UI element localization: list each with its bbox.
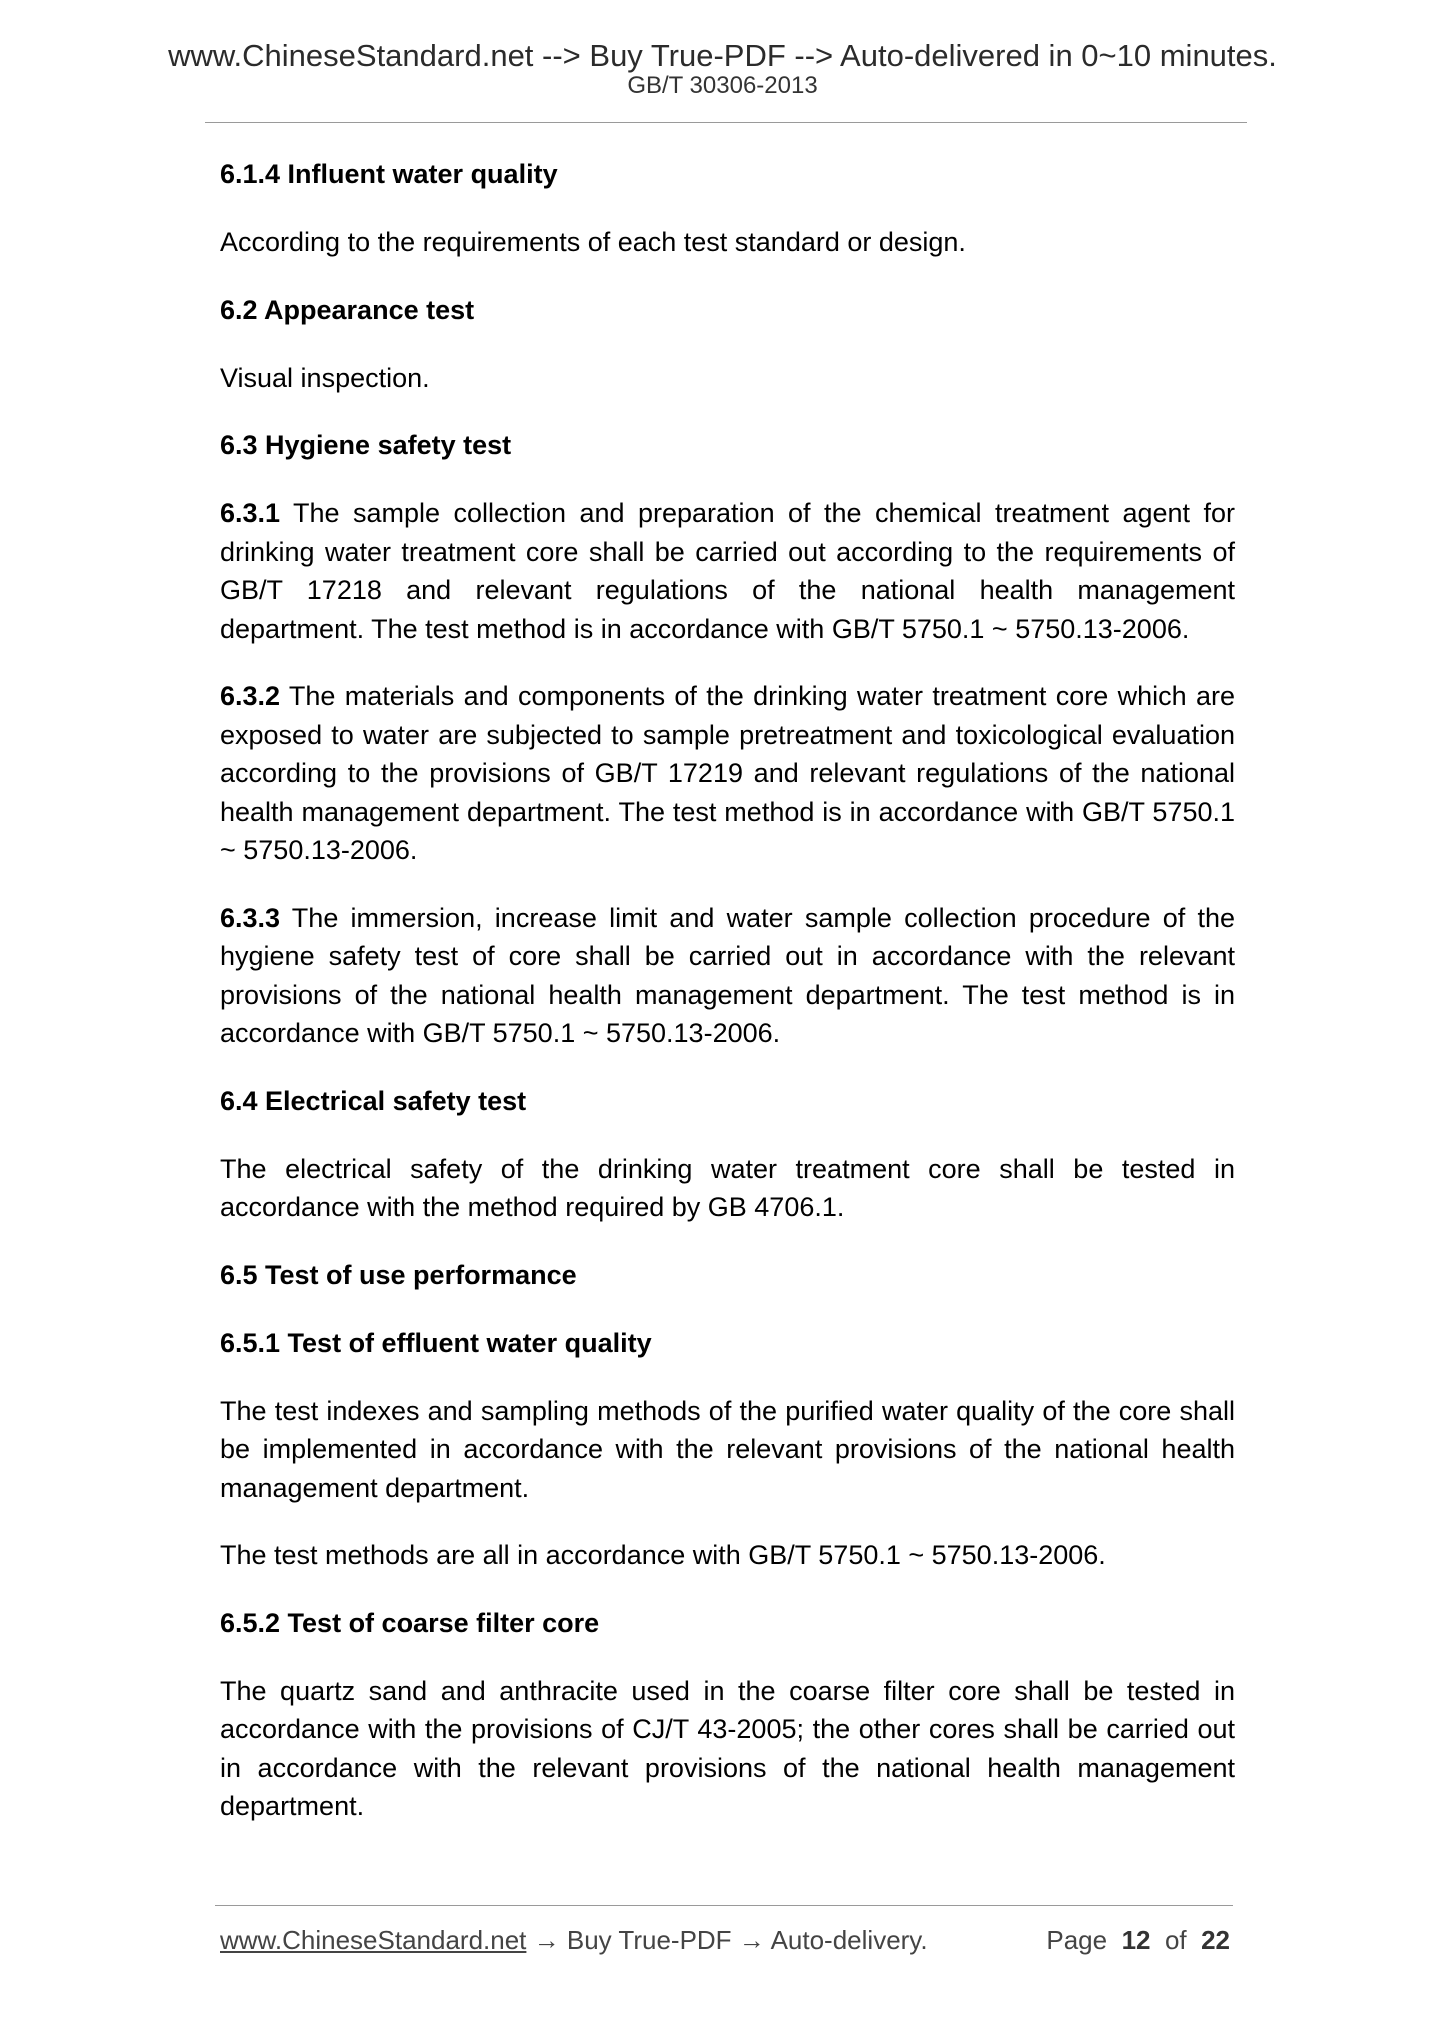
- page-total: 22: [1201, 1925, 1230, 1955]
- footer-divider: [215, 1905, 1233, 1906]
- paragraph-6-5-1-b: The test methods are all in accordance with GB/T 5750.1 ~ 5750.13-2006.: [220, 1540, 1106, 1570]
- paragraph-6-2: Visual inspection.: [220, 362, 430, 393]
- clause-number: 6.3.3: [220, 902, 281, 933]
- heading-6-3: 6.3 Hygiene safety test: [220, 430, 512, 460]
- clause-text: The materials and components of the drinking water treatment core which are exposed to water are subjected to sample pretreatment and toxicological evaluation according to the provisions of GB/T 17219 and relevant regulations of the national health management department. The test method is in accordance with GB/T 5750.1 ~ 5750.13-2006.: [220, 681, 1235, 865]
- paragraph-6-5-2: The quartz sand and anthracite used in the coarse filter core shall be tested in accordance with the provisions of CJ/T 43-2005; the other cores shall be carried out in accordance with the relevant provisions of the national health management department.: [220, 1675, 1235, 1821]
- paragraph-6-1-4: According to the requirements of each test standard or design.: [220, 227, 966, 257]
- header-banner: www.ChineseStandard.net --> Buy True-PDF --> Auto-delivered in 0~10 minutes.: [168, 38, 1277, 73]
- clause-text: The sample collection and preparation of the chemical treatment agent for drinking water treatment core shall be carried out according to the requirements of GB/T 17218 and relevant regulations of the national health management department. The test method is in accordance with GB/T 5750.1 ~ 5750.13-2006.: [220, 498, 1235, 644]
- clause-number: 6.3.1: [220, 498, 281, 528]
- heading-6-4: 6.4 Electrical safety test: [220, 1085, 527, 1116]
- document-id: GB/T 30306-2013: [627, 72, 818, 99]
- page-counter: [1046, 1924, 1230, 1956]
- page-label: Page: [1046, 1925, 1108, 1955]
- heading-6-2: 6.2 Appearance test: [220, 294, 475, 325]
- heading-6-5: 6.5 Test of use performance: [220, 1259, 577, 1290]
- page-footer: [220, 1924, 1230, 1956]
- paragraph-6-4: The electrical safety of the drinking water treatment core shall be tested in accordance with the method required by GB 4706.1.: [220, 1153, 1235, 1222]
- paragraph-6-3-1: [220, 494, 1235, 648]
- page-number: 12: [1121, 1925, 1151, 1955]
- paragraph-6-3-3: [220, 899, 1235, 1053]
- footer-site-link[interactable]: www.ChineseStandard.net: [220, 1925, 527, 1955]
- heading-6-5-1: 6.5.1 Test of effluent water quality: [220, 1327, 652, 1358]
- clause-text: The immersion, increase limit and water sample collection procedure of the hygiene safety test of core shall be carried out in accordance with the relevant provisions of the national health management department. The test method is in accordance with GB/T 5750.1 ~ 5750.13-2006.: [220, 902, 1235, 1048]
- paragraph-6-3-2: [220, 677, 1235, 870]
- heading-6-1-4: 6.1.4 Influent water quality: [220, 159, 558, 189]
- of-label: of: [1164, 1925, 1187, 1955]
- document-body: [220, 155, 1235, 1855]
- footer-tagline: → Buy True-PDF → Auto-delivery.: [526, 1925, 928, 1955]
- header-divider: [205, 122, 1247, 123]
- heading-6-5-2: 6.5.2 Test of coarse filter core: [220, 1607, 600, 1638]
- clause-number: 6.3.2: [220, 681, 281, 711]
- paragraph-6-5-1-a: The test indexes and sampling methods of the purified water quality of the core shall be implemented in accordance with the relevant provisions of the national health management department.: [220, 1395, 1235, 1503]
